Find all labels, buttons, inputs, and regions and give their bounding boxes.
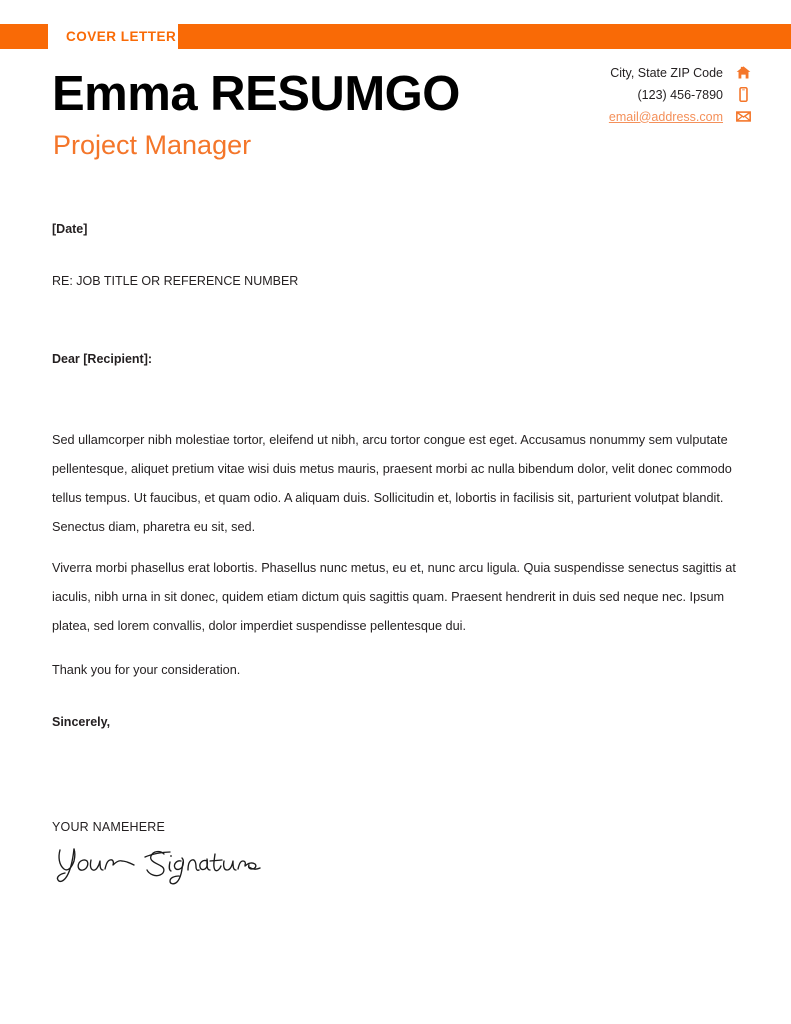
signer-name: YOUR NAMEHERE [52,820,166,834]
letter-subject: RE: JOB TITLE OR REFERENCE NUMBER [52,274,299,288]
banner-label: COVER LETTER [66,29,177,44]
letter-paragraph-2: Viverra morbi phasellus erat lobortis. Phasellus nunc metus, eu et, nunc arcu ligula. Quia suspendisse senectus sagittis at iaculis, nibh urna in sit donec, quidem etiam dictum quis sagittis quam. Praesent hendrerit in duis sed neque nec. Ipsum platea, sed lorem convallis, dolor imperdiet suspendisse pellentesque dui. [52,561,736,633]
contact-row-address [451,63,751,82]
candidate-job-title: Project Manager [53,130,252,160]
home-icon [736,65,751,80]
handwritten-signature [52,840,262,888]
header-banner [0,24,791,49]
letter-closing: Sincerely, [52,715,111,729]
letter-date: [Date] [52,222,88,236]
contact-phone: (123) 456-7890 [637,87,723,102]
letter-thanks-line: Thank you for your consideration. [52,663,241,677]
banner-left-block [0,24,48,49]
candidate-name: Emma RESUMGO [52,67,460,121]
contact-row-email[interactable] [451,107,751,126]
letter-paragraph-1: Sed ullamcorper nibh molestiae tortor, eleifend ut nibh, arcu tortor congue est eget. Accusamus nonummy sem vulputate pellentesque, aliquet pretium vitae wisi duis metus mauris, praesent morbi ac nulla bibendum dolor, velit donec commodo tellus tempus. Ut faucibus, et quam odio. A aliquam duis. Sollicitudin et, lobortis in facilisis sit, parturient volutpat blandit. Senectus diam, pharetra eu sit, sed. [52,433,732,534]
mobile-phone-icon [736,87,751,102]
contact-row-phone [451,85,751,104]
letter-salutation: Dear [Recipient]: [52,352,153,366]
banner-right-bar [178,24,791,49]
envelope-icon [736,109,751,124]
contact-block [451,63,751,129]
contact-email-link[interactable]: email@address.com [608,109,723,124]
contact-address: City, State ZIP Code [610,65,723,80]
